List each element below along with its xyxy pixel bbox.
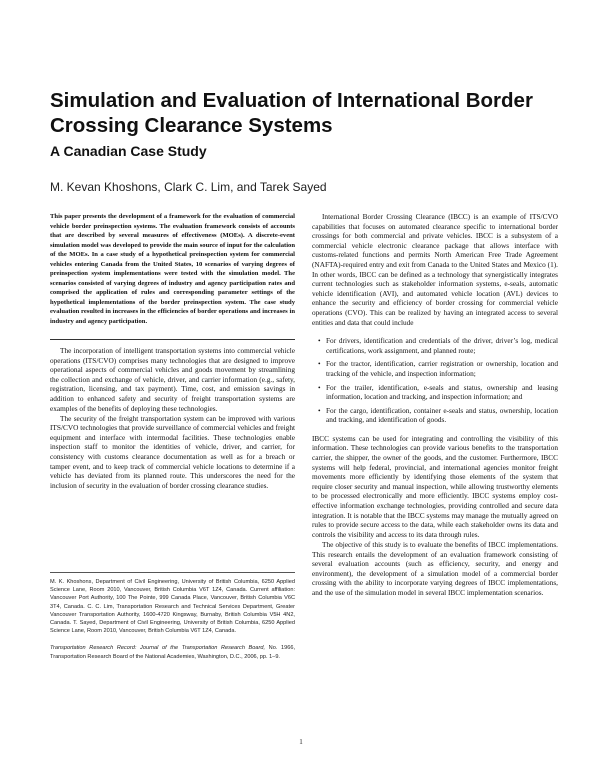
left-column <box>50 212 295 490</box>
page-number: 1 <box>299 738 303 746</box>
author-list: M. Kevan Khoshons, Clark C. Lim, and Tarek Sayed <box>50 180 327 194</box>
right-column <box>312 212 558 597</box>
footnote-divider <box>50 572 295 573</box>
bullet-icon: • <box>318 359 321 369</box>
paper-title: Simulation and Evaluation of International Border Crossing Clearance Systems <box>50 89 533 137</box>
list-item: • For the tractor, identification, carrier registration or ownership, location and tracking of the vehicle, and inspection information; <box>318 359 558 378</box>
body-paragraph: The incorporation of intelligent transportation systems into commercial vehicle operations (ITS/CVO) comprises many technologies that are designed to improve operational aspects of commercial vehicles and goods movement by streamlining the collection and exchange of vehicle, driver, and carrier information (e.g., safety, registration, licensing, and tax payment). Time, cost, and emission savings in addition to enhanced safety and security of freight transportation systems are examples of the benefits of deploying these technologies. <box>50 346 295 413</box>
body-paragraph: IBCC systems can be used for integrating and controlling the visibility of this information. These technologies can provide various benefits to the transportation carrier, the shipper, the owner of the goods, and the customer. Furthermore, IBCC systems will help federal, provincial, and international agencies monitor freight movements more efficiently by identifying those elements of the system that require closer security and manual inspection, while allowing trustworthy elements to be processed electronically and more efficiently. IBCC systems employ cost-effective information exchange technologies, providing controlled and secure data integration. It is notable that the IBCC systems may manage the mutually agreed on rules to provide secure access to the data, while each stakeholder owns its data and controls the visibility and access to its data through rules. <box>312 433 558 539</box>
paper-subtitle: A Canadian Case Study <box>50 143 207 159</box>
journal-details: No. 1966, Transportation Research Board of the National Academies, Washington, D.C., 2006, pp. 1–9. <box>50 645 295 660</box>
body-paragraph: International Border Crossing Clearance (IBCC) is an example of ITS/CVO capabilities that focuses on automated clearance specific to international border crossings for both commercial and private vehicles. IBCC is a subsystem of a commercial vehicle electronic clearance package that allows interface with customs-related functions and permits North American Free Trade Agreement (NAFTA)-required entry and exit from Canada to the United States and Mexico (1). In other words, IBCC can be defined as a technology that synergistically integrates current technologies such as stakeholder information systems, e-seals, automatic vehicle identification (AVI), and automated vehicle location (AVL) devices to enhance the security and efficiency of border crossing for commercial vehicle operations (CVO). This can be realized by having an integrated access to several entities and data that could include <box>312 212 558 327</box>
journal-name: Transportation Research Record: Journal of the Transportation Research Board, <box>50 645 266 652</box>
abstract: This paper presents the development of a framework for the evaluation of commercial vehicle border preinspection systems. The evaluation framework consists of accounts that are described by several measures of effectiveness (MOEs). A discrete-event simulation model was developed to provide the main source of input for the calculation of the MOEs. In a case study of a hypothetical preinspection system for commercial vehicles entering Canada from the United States, 10 scenarios of varying degrees of preinspection system implementations were tested with the simulation model. The scenarios consisted of varying degrees of industry and agency participation rates and comprised the application of rules and corresponding parameter settings of the hypothetical implementations of the border preinspection system. The case study evaluation resulted in increases in the efficiencies of border operations and increases in industry and agency participation. <box>50 213 295 325</box>
bullet-icon: • <box>318 336 321 346</box>
author-affiliations: M. K. Khoshons, Department of Civil Engineering, University of British Columbia, 6250 Applied Science Lane, Room 2010, Vancouver, British Columbia V6T 1Z4, Canada. Current affiliation: Vancouver Port Authority, 100 The Pointe, 999 Canada Place, Vancouver, British Columbia V6C 3T4, Canada. C. C. Lim, Transportation Research and Technical Services Department, Greater Vancouver Transportation Authority, 1600-4720 Kingsway, Burnaby, British Columbia V5H 4N2, Canada. T. Sayed, Department of Civil Engineering, University of British Columbia, 6250 Applied Science Lane, Room 2010, Vancouver, British Columbia V6T 1Z4, Canada. <box>50 579 295 635</box>
author-footnote <box>50 572 295 661</box>
body-paragraph: The security of the freight transportation system can be improved with various ITS/CVO technologies that provide surveillance of commercial vehicles and freight equipment and interface with intermodal facilities. These technologies enable inspection staff to monitor the identities of vehicle, driver, and carrier, for consistency with customs clearance documentation as well as for a breach or tamper event, and to keep track of commercial vehicle locations to determine if a vehicle has deviated from its planned route. This underscores the need for the inclusion of security in the evaluation of border crossing clearance studies. <box>50 413 295 490</box>
bullet-icon: • <box>318 405 321 415</box>
bullet-icon: • <box>318 382 321 392</box>
abstract-divider <box>50 339 295 340</box>
journal-citation <box>50 644 295 660</box>
entity-list <box>312 336 558 425</box>
list-item: • For drivers, identification and credentials of the driver, driver’s log, medical certifications, work assignment, and planned route; <box>318 336 558 355</box>
body-paragraph: The objective of this study is to evaluate the benefits of IBCC implementations. This research entails the development of an evaluation framework consisting of several evaluation accounts (such as efficiency, security, and energy and environment), the development of a simulation model of a commercial border crossing with the ability to incorporate varying degrees of IBCC implementations, and the use of the simulation model in several IBCC implementation scenarios. <box>312 539 558 597</box>
list-item: • For the cargo, identification, container e-seals and status, ownership, location and tracking, and identification of goods. <box>318 405 558 425</box>
list-item: • For the trailer, identification, e-seals and status, ownership and leasing information, location and tracking, and inspection information; and <box>318 382 558 402</box>
